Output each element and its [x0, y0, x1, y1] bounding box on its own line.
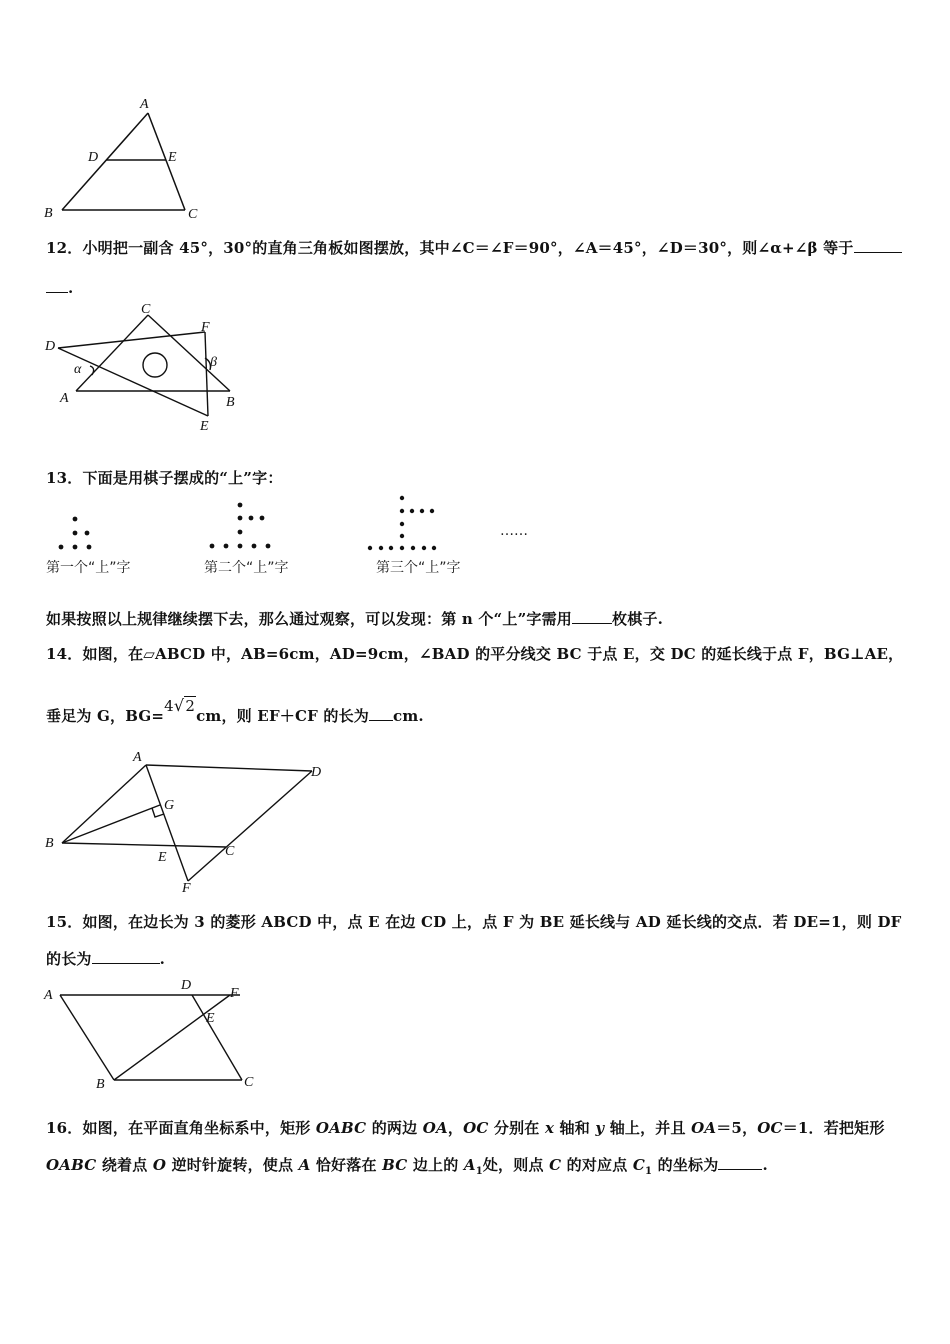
q16-oa: OA — [422, 1119, 448, 1137]
q16-oc: OC — [463, 1119, 489, 1137]
q16-text: 的坐标为 — [652, 1156, 719, 1174]
question-14-line1: 14．如图，在▱ABCD 中，AB=6cm，AD=9cm，∠BAD 的平分线交 BC 于点 E，交 DC 的延长线于点 F，BG⊥AE， — [46, 645, 904, 663]
question-14-line2-a: 垂足为 G，BG= — [46, 707, 165, 725]
label-e: E — [168, 150, 177, 165]
question-15-line2-a: 的长为 — [46, 950, 92, 968]
label-c: C — [244, 1075, 254, 1090]
question-16-line2 — [46, 1154, 768, 1177]
answer-blank-16[interactable] — [718, 1155, 762, 1170]
parallelogram-figure — [40, 745, 340, 895]
label-a: A — [44, 988, 53, 1003]
question-13-followup — [46, 608, 663, 629]
q16-oc: OC — [757, 1119, 783, 1137]
label-a: A — [140, 97, 149, 112]
q16-text: 分别在 — [488, 1119, 545, 1137]
q16-y: y — [595, 1119, 605, 1137]
question-15-line2-b: . — [159, 950, 166, 968]
label-b: B — [44, 206, 53, 221]
question-16 — [46, 1117, 885, 1138]
caption-3: 第三个“上”字 — [376, 560, 461, 576]
q16-text: ＝1．若把矩形 — [782, 1119, 885, 1137]
label-e: E — [206, 1011, 215, 1026]
q16-c: C — [549, 1156, 562, 1174]
question-13 — [46, 467, 283, 488]
q16-text: 16．如图，在平面直角坐标系中，矩形 — [46, 1119, 316, 1137]
label-b: B — [96, 1077, 105, 1092]
question-14-line2 — [46, 696, 424, 726]
q16-x: x — [544, 1119, 555, 1137]
question-13-follow-a: 如果按照以上规律继续摆下去，那么通过观察，可以发现：第 n 个“上”字需用 — [46, 610, 573, 628]
pieces-figure — [40, 492, 540, 582]
radical-arg: 2 — [185, 697, 196, 715]
question-13-follow-b: 枚棋子. — [612, 610, 664, 628]
q16-text: 的对应点 — [561, 1156, 633, 1174]
answer-blank-12[interactable] — [854, 238, 902, 253]
question-15-line2 — [46, 948, 165, 969]
q16-c1: C — [632, 1156, 646, 1174]
ellipsis: …… — [500, 523, 528, 539]
caption-2: 第二个“上”字 — [204, 560, 289, 576]
label-b: B — [226, 395, 235, 410]
q16-a: A — [298, 1156, 311, 1174]
answer-blank-15[interactable] — [92, 949, 160, 964]
label-b: B — [45, 836, 54, 851]
question-15-line1: 15．如图，在边长为 3 的菱形 ABCD 中，点 E 在边 CD 上，点 F 为 BE 延长线与 AD 延长线的交点．若 DE=1，则 DF — [46, 913, 902, 931]
label-beta: β — [210, 355, 217, 370]
question-12-text: 12．小明把一副含 45°，30°的直角三角板如图摆放，其中∠C＝∠F＝90°，∠A＝45°，∠D＝30°，则∠α+∠β 等于 — [46, 239, 854, 257]
label-alpha: α — [74, 362, 82, 377]
q16-text: 轴上，并且 — [604, 1119, 692, 1137]
q16-text: 边上的 — [407, 1156, 464, 1174]
label-f: F — [230, 986, 239, 1001]
q16-text: . — [762, 1156, 768, 1174]
q16-text: 逆时针旋转，使点 — [166, 1156, 299, 1174]
q16-text: ＝5， — [716, 1119, 758, 1137]
q16-oa: OA — [691, 1119, 717, 1137]
q16-bc: BC — [382, 1156, 408, 1174]
label-d: D — [311, 765, 322, 780]
label-g: G — [164, 798, 175, 813]
answer-blank-12-cont[interactable] — [46, 278, 68, 293]
rhombus-figure — [40, 975, 270, 1095]
question-13-text: 13．下面是用棋子摆成的“上”字： — [46, 469, 283, 487]
q16-comma: ， — [447, 1119, 464, 1137]
question-14-line2-c: cm. — [393, 707, 424, 725]
radical: 4√2 — [164, 696, 196, 715]
radical-coef: 4 — [164, 697, 174, 715]
question-12 — [46, 237, 902, 258]
label-c: C — [225, 844, 235, 859]
q16-o: O — [152, 1156, 167, 1174]
label-d: D — [88, 150, 99, 165]
answer-blank-13[interactable] — [572, 609, 612, 624]
question-12-cont — [46, 278, 73, 297]
label-f: F — [201, 320, 210, 335]
label-d: D — [181, 978, 192, 993]
question-12-tail: . — [68, 279, 74, 297]
q16-oabc: OABC — [46, 1156, 97, 1174]
q16-text: 绕着点 — [96, 1156, 153, 1174]
label-e: E — [158, 850, 167, 865]
q16-text: 的两边 — [366, 1119, 423, 1137]
q16-text: 处，则点 — [482, 1156, 550, 1174]
q16-oabc: OABC — [315, 1119, 367, 1137]
label-c: C — [141, 302, 151, 317]
label-f: F — [182, 881, 191, 895]
answer-blank-14[interactable] — [369, 706, 393, 721]
q16-sub2: 1 — [645, 1166, 653, 1177]
q16-a1: A — [463, 1156, 476, 1174]
set-squares-figure — [40, 300, 250, 440]
question-14 — [46, 643, 903, 664]
caption-1: 第一个“上”字 — [46, 560, 131, 576]
label-d: D — [45, 339, 56, 354]
label-c: C — [188, 207, 198, 222]
question-14-line2-b: cm，则 EF＋CF 的长为 — [196, 707, 369, 725]
label-a: A — [133, 750, 142, 765]
q16-text: 轴和 — [554, 1119, 596, 1137]
q16-sub1: 1 — [475, 1166, 483, 1177]
question-15 — [46, 911, 902, 932]
label-a: A — [60, 391, 69, 406]
label-e: E — [200, 419, 209, 434]
triangle-de-figure — [40, 95, 210, 225]
q16-text: 恰好落在 — [310, 1156, 383, 1174]
